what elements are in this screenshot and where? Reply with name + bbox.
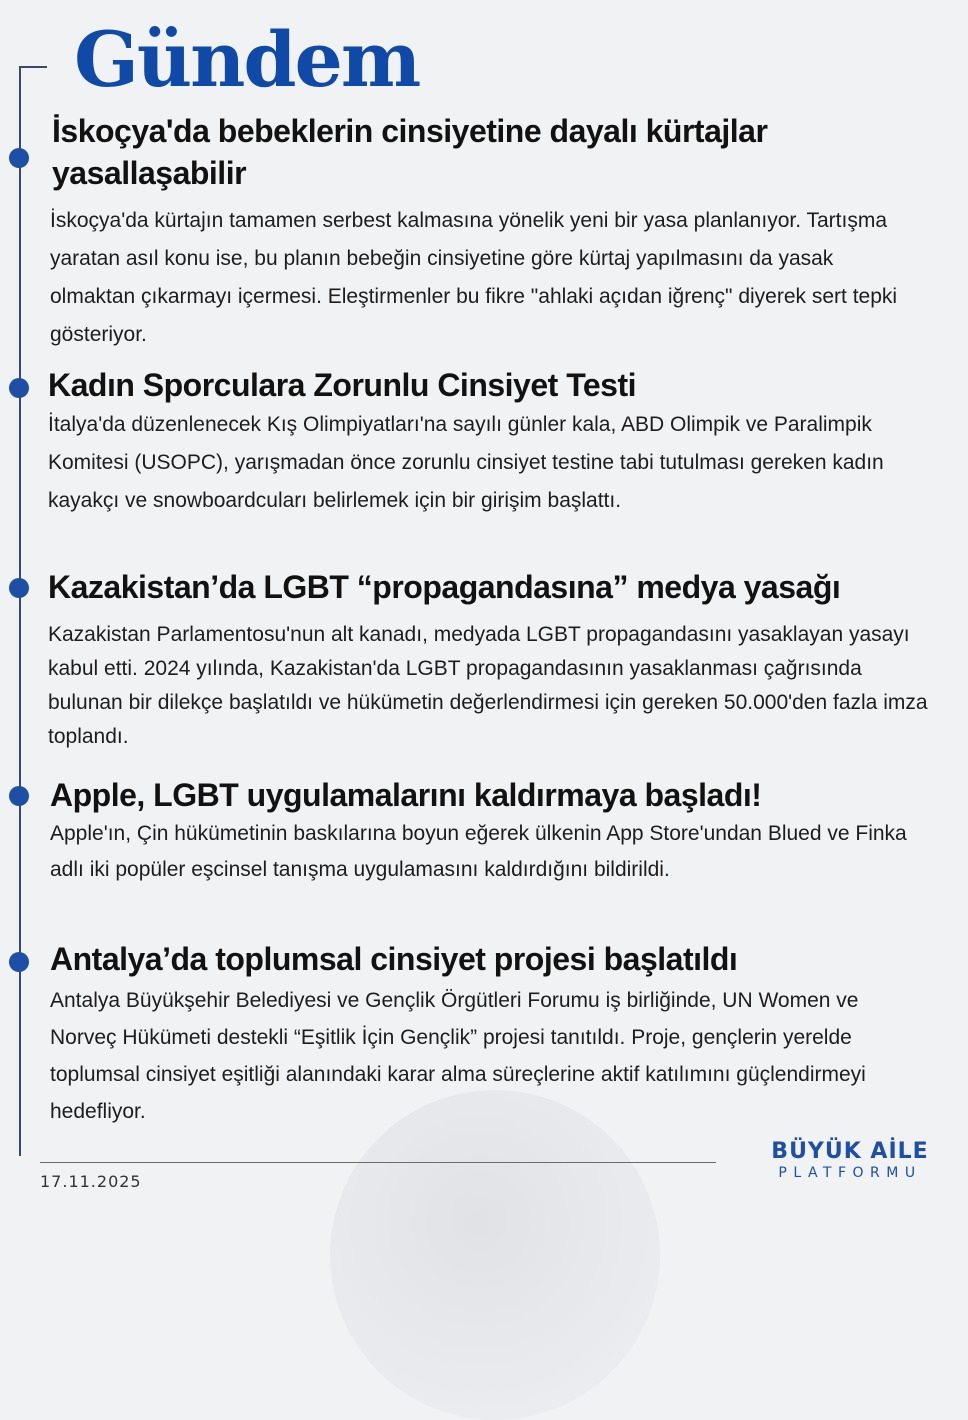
news-body: Antalya Büyükşehir Belediyesi ve Gençlik Örgütleri Forumu iş birliğinde, UN Women ve Norveç Hükümeti destekli “Eşitlik İçin Gençlik” projesi tanıtıldı. Proje, gençlerin yerelde toplumsal cinsiyet eşitliği alanındaki karar alma süreçlerine aktif katılımını güçlendirmeyi hedefliyor. [50, 989, 866, 1123]
news-headline: Antalya’da toplumsal cinsiyet projesi başlatıldı [50, 941, 738, 977]
news-item [0, 774, 968, 888]
news-item [0, 566, 968, 754]
bullet-dot-icon [9, 952, 29, 972]
news-headline: İskoçya'da bebeklerin cinsiyetine dayalı kürtajlar yasallaşabilir [52, 113, 768, 191]
news-body: İskoçya'da kürtajın tamamen serbest kalmasına yönelik yeni bir yasa planlanıyor. Tartışma yaratan asıl konu ise, bu planın bebeğin cinsiyetine göre kürtaj yapılmasını da yasak olmaktan çıkarmayı içermesi. Eleştirmenler bu fikre "ahlaki açıdan iğrenç" diyerek sert tepki gösteriyor. [50, 209, 898, 346]
page-title: Gündem [74, 15, 420, 104]
bullet-dot-icon [9, 786, 29, 806]
news-body: Kazakistan Parlamentosu'nun alt kanadı, medyada LGBT propagandasını yasaklayan yasayı kabul etti. 2024 yılında, Kazakistan'da LGBT propagandasının yasaklanması çağrısında bulunan bir dilekçe başlatıldı ve hükümetin değerlendirmesi için gereken 50.000'den fazla imza toplandı. [48, 623, 928, 748]
news-item [0, 364, 968, 520]
footer-date: 17.11.2025 [40, 1172, 142, 1191]
news-headline: Kadın Sporculara Zorunlu Cinsiyet Testi [48, 367, 636, 403]
bullet-dot-icon [9, 148, 29, 168]
globe-watermark [330, 1090, 660, 1420]
logo-main-text: BÜYÜK AİLE [771, 1139, 929, 1164]
news-item [0, 110, 968, 354]
news-body: İtalya'da düzenlenecek Kış Olimpiyatları'na sayılı günler kala, ABD Olimpik ve Paralimpik Komitesi (USOPC), yarışmadan önce zorunlu cinsiyet testine tabi tutulması gereken kadın kayakçı ve snowboardcuları belirlemek için bir girişim başlattı. [48, 413, 884, 512]
news-headline: Apple, LGBT uygulamalarını kaldırmaya başladı! [50, 777, 762, 813]
bullet-dot-icon [9, 378, 29, 398]
news-body: Apple'ın, Çin hükümetinin baskılarına boyun eğerek ülkenin App Store'undan Blued ve Finka adlı iki popüler eşcinsel tanışma uygulamasını kaldırdığını bildirildi. [50, 822, 907, 881]
timeline-cap [19, 66, 47, 68]
logo-sub-text: PLATFORMU [778, 1165, 922, 1181]
footer-divider [40, 1162, 716, 1163]
brand-logo [764, 1140, 936, 1182]
bullet-dot-icon [9, 578, 29, 598]
news-item [0, 938, 968, 1130]
news-headline: Kazakistan’da LGBT “propagandasına” medya yasağı [48, 569, 841, 605]
